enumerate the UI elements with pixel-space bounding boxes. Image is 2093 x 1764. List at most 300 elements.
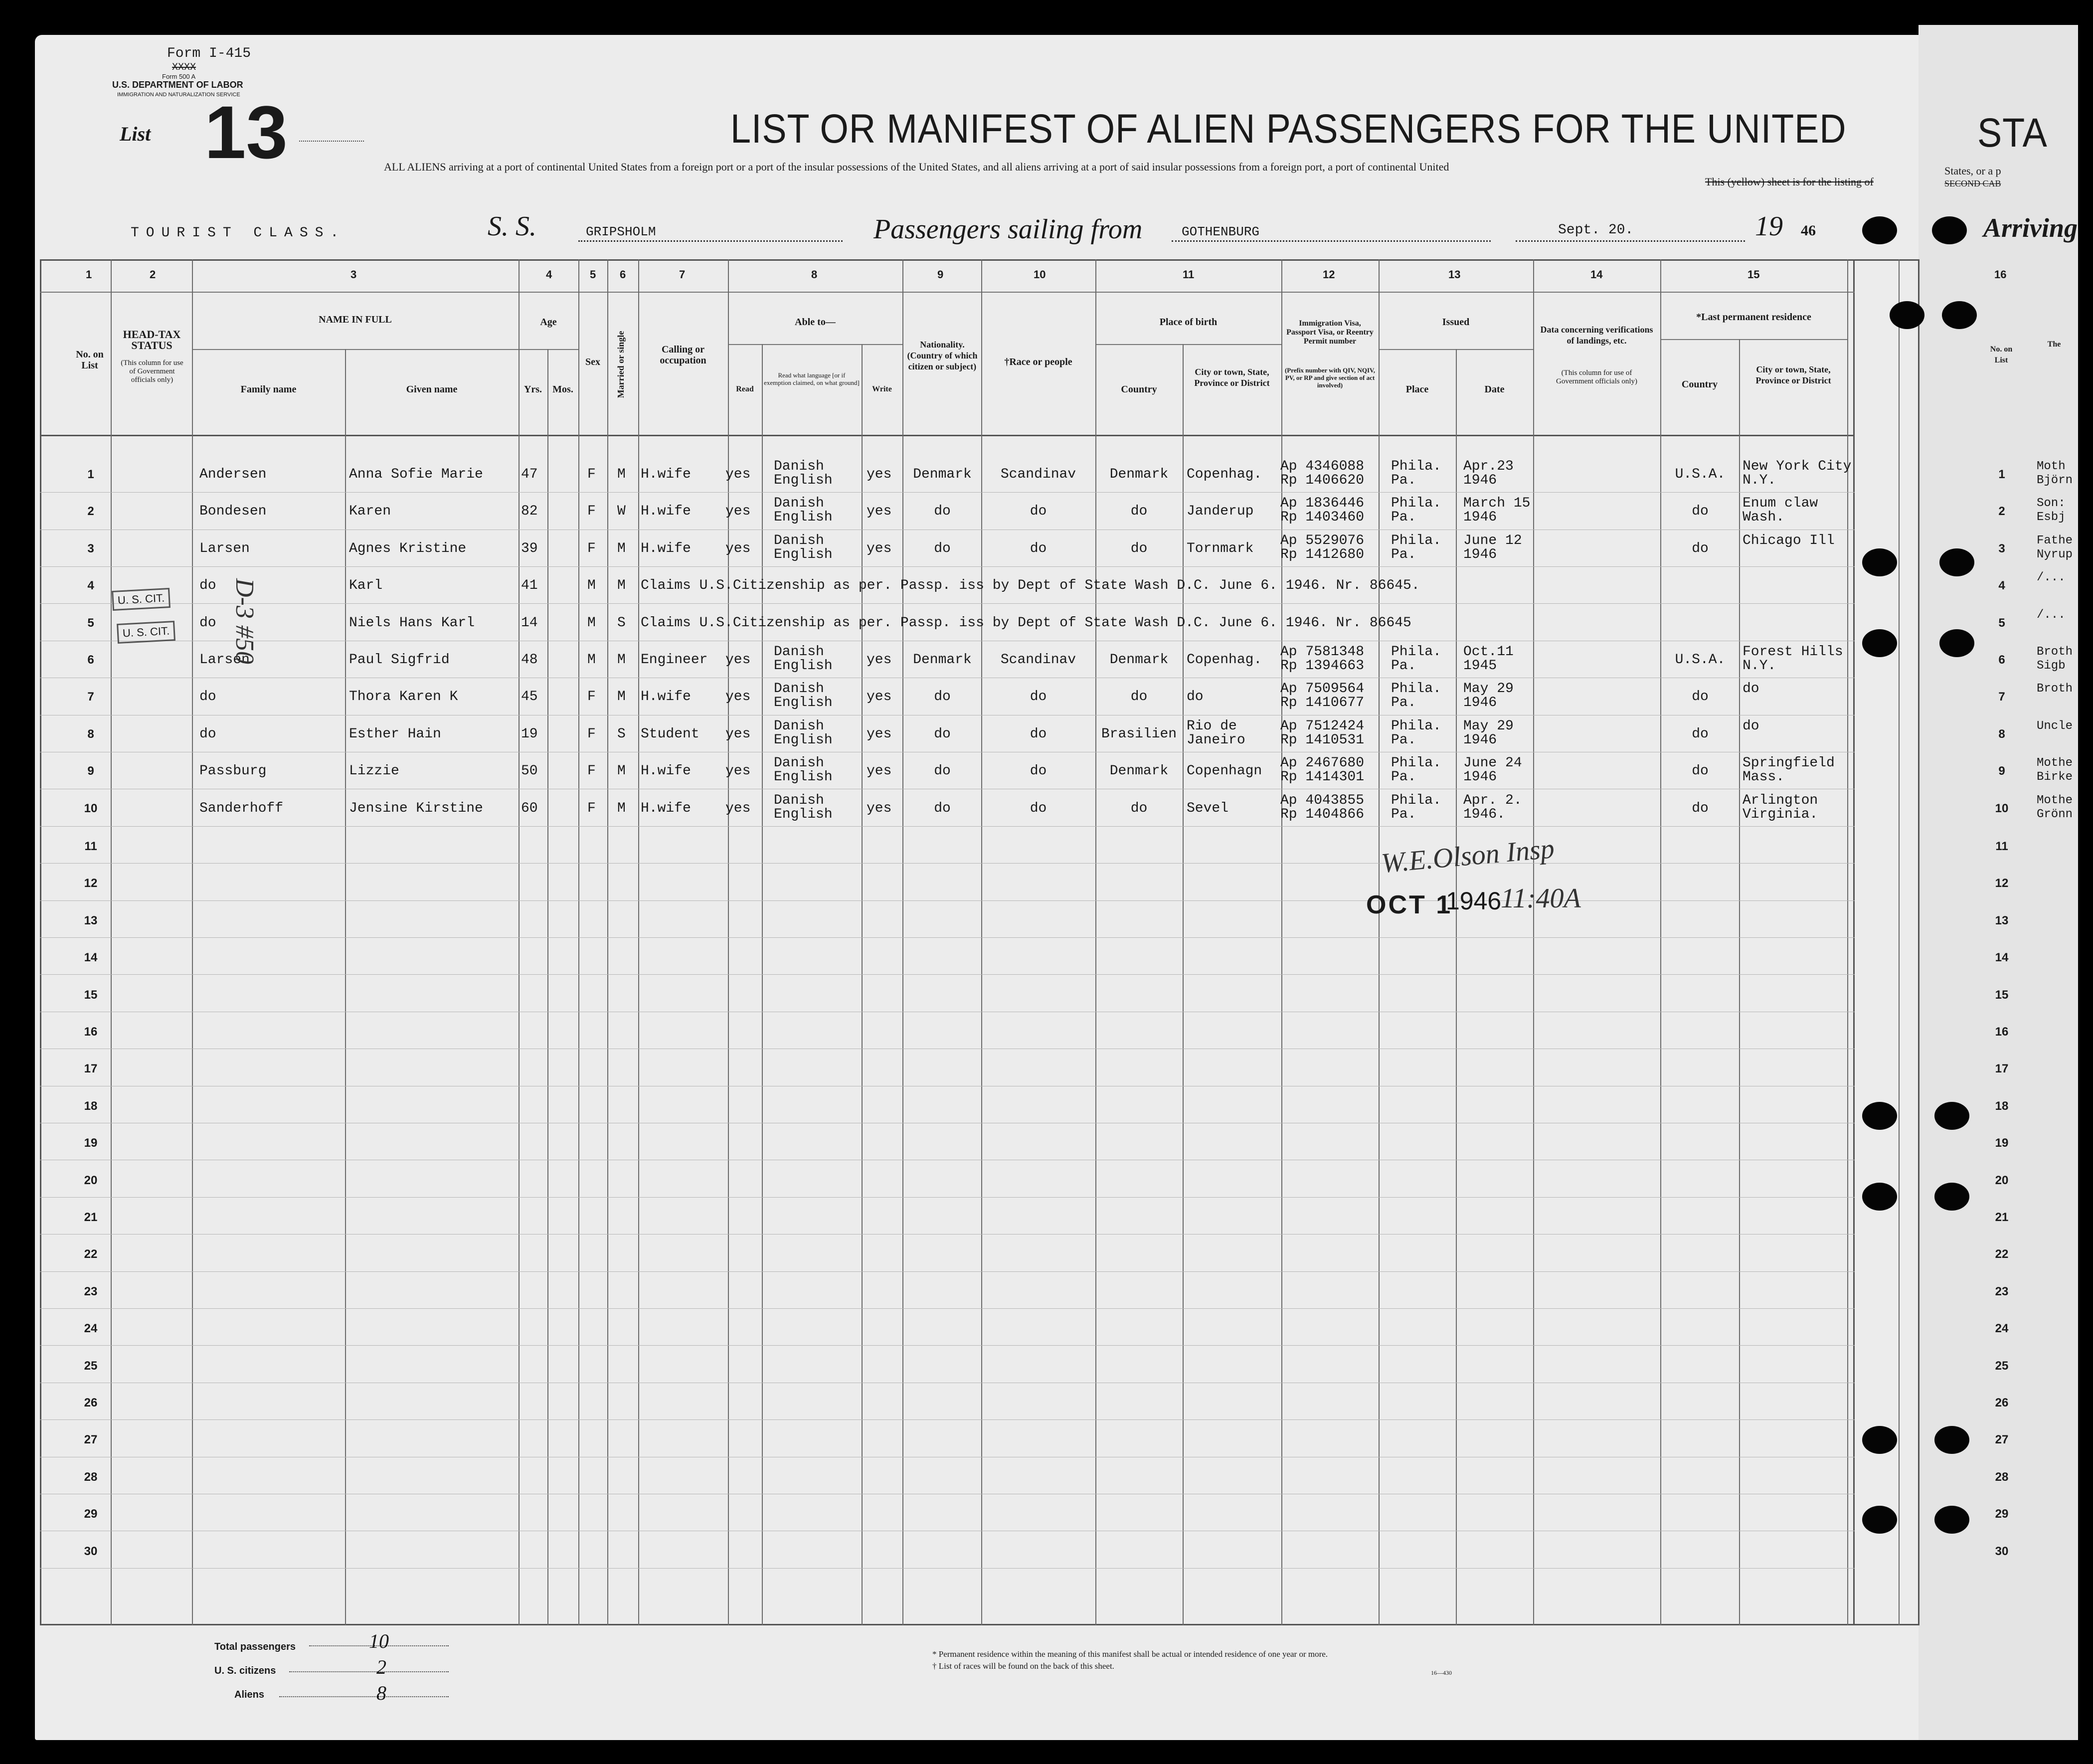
can-write: yes xyxy=(867,800,892,816)
issued-year: 1946. xyxy=(1463,806,1506,822)
class-label: TOURIST CLASS. xyxy=(131,225,346,241)
occupation: H.wife xyxy=(641,467,691,482)
hdr-age: Age xyxy=(540,317,557,328)
row-line xyxy=(40,1419,1855,1420)
hdr-head-tax: HEAD-TAX STATUS xyxy=(123,328,181,352)
given-name: Esther Hain xyxy=(349,726,441,742)
row-number: 13 xyxy=(84,913,98,927)
issued-year: 1946 xyxy=(1463,769,1497,785)
marital-status: M xyxy=(617,578,626,594)
given-name: Thora Karen K xyxy=(349,689,458,705)
issued-state: Pa. xyxy=(1391,658,1416,674)
punch-hole xyxy=(1862,1183,1897,1211)
sex: F xyxy=(587,540,596,556)
occupation: H.wife xyxy=(641,504,691,520)
birth-city: do xyxy=(1187,689,1204,705)
row-number-right: 21 xyxy=(1995,1211,2009,1224)
residence-city: Forest Hills xyxy=(1743,644,1843,660)
issued-state: Pa. xyxy=(1391,473,1416,488)
row-number-right: 24 xyxy=(1995,1322,2009,1336)
hdr-no-on-list: No. on List xyxy=(76,349,104,371)
issued-place: Phila. xyxy=(1391,792,1441,808)
colnum-4: 4 xyxy=(546,268,552,281)
colnum-2: 2 xyxy=(150,268,156,281)
colnum-14: 14 xyxy=(1590,268,1603,281)
race: do xyxy=(1030,540,1047,556)
race: Scandinav xyxy=(1000,467,1076,482)
row-number-right: 10 xyxy=(1995,801,2009,815)
hdr-race: †Race or people xyxy=(1004,356,1072,367)
birth-country: Denmark xyxy=(1109,467,1169,482)
service-name: IMMIGRATION AND NATURALIZATION SERVICE xyxy=(117,92,240,98)
residence-city: New York City xyxy=(1743,459,1852,474)
marital-status: M xyxy=(617,467,626,482)
residence-city: Enum claw xyxy=(1743,496,1818,512)
residence-state: N.Y. xyxy=(1743,658,1776,674)
can-write: yes xyxy=(867,726,892,742)
colnum-15: 15 xyxy=(1747,268,1760,281)
issued-place: Phila. xyxy=(1391,644,1441,660)
birth-country: Brasilien xyxy=(1101,726,1177,742)
can-write: yes xyxy=(867,504,892,520)
race: Scandinav xyxy=(1000,652,1076,668)
row-number-right: 7 xyxy=(1998,690,2005,704)
given-name: Karl xyxy=(349,578,383,594)
row-number-right: 2 xyxy=(1998,505,2005,519)
ship-name: GRIPSHOLM xyxy=(586,224,656,239)
row-number-right: 4 xyxy=(1998,579,2005,593)
age-years: 19 xyxy=(521,726,538,742)
issued-place: Phila. xyxy=(1391,755,1441,771)
punch-hole xyxy=(1862,1426,1897,1454)
issued-state: Pa. xyxy=(1391,769,1416,785)
citizenship-claim: Claims U.S.Citizenship as per. Passp. iss by Dept of State Wash D.C. June 6. 1946. Nr. 86645 xyxy=(641,615,1411,631)
family-name: do xyxy=(199,578,216,594)
issued-place: Phila. xyxy=(1391,718,1441,734)
row-number: 24 xyxy=(84,1322,98,1336)
residence-state: Virginia. xyxy=(1743,806,1818,822)
form-number: Form I-415 xyxy=(167,46,251,61)
row-number: 21 xyxy=(84,1211,98,1224)
row-number: 2 xyxy=(87,505,94,519)
footer-code: 16—430 xyxy=(1431,1669,1452,1676)
page-title-right: STA xyxy=(1977,110,2048,156)
hdr-visa: Immigration Visa, Passport Visa, or Reentry Permit number xyxy=(1286,319,1374,346)
birth-city: Sevel xyxy=(1187,800,1229,816)
language-1: Danish xyxy=(774,644,824,660)
issued-year: 1946 xyxy=(1463,732,1497,748)
departure-port: GOTHENBURG xyxy=(1182,224,1260,239)
row-number: 1 xyxy=(87,468,94,481)
can-write: yes xyxy=(867,689,892,705)
hdr-head-tax-note: (This column for use of Government officials only) xyxy=(121,359,183,384)
right-subtitle-2: SECOND CAB xyxy=(1944,178,2001,188)
visa-number: Ap 7509564 xyxy=(1280,681,1365,697)
can-write: yes xyxy=(867,540,892,556)
marital-status: S xyxy=(617,615,626,631)
hdr-nationality: Nationality. (Country of which citizen or subject) xyxy=(907,340,978,371)
sex: F xyxy=(587,467,596,482)
nationality: do xyxy=(934,540,951,556)
aliens-count: 8 xyxy=(376,1682,386,1704)
issued-state: Pa. xyxy=(1391,695,1416,711)
marital-status: M xyxy=(617,652,626,668)
row-number-right: 28 xyxy=(1995,1470,2009,1484)
punch-hole xyxy=(1890,301,1924,329)
reentry-number: Rp 1404866 xyxy=(1280,806,1365,822)
family-name: Larsen xyxy=(199,652,250,668)
punch-hole xyxy=(1934,1506,1969,1534)
header-bottom-rule xyxy=(40,435,1855,436)
row-number: 8 xyxy=(87,727,94,741)
arriving-label: Arriving xyxy=(1983,213,2078,243)
punch-hole xyxy=(1934,1426,1969,1454)
row-line xyxy=(40,826,1855,827)
header-rule xyxy=(40,292,1855,293)
issued-date: May 29 xyxy=(1463,681,1514,697)
row-number-right: 11 xyxy=(1995,840,2008,853)
can-read: yes xyxy=(725,540,751,556)
margin-note: D-3 #50 xyxy=(230,578,259,664)
issued-state: Pa. xyxy=(1391,732,1416,748)
page-title: LIST OR MANIFEST OF ALIEN PASSENGERS FOR THE UNITED xyxy=(730,106,1847,152)
total-passengers: 10 xyxy=(369,1630,389,1652)
row-line xyxy=(40,900,1855,901)
row-number: 17 xyxy=(84,1062,98,1076)
row-number-right: 26 xyxy=(1995,1396,2009,1410)
issued-date: Oct.11 xyxy=(1463,644,1514,660)
us-citizen-stamp-1: U. S. CIT. xyxy=(112,588,171,611)
right-subtitle: States, or a p xyxy=(1944,165,2001,177)
can-read: yes xyxy=(725,800,751,816)
row-number: 6 xyxy=(87,653,94,667)
occupation: Student xyxy=(641,726,699,742)
language-1: Danish xyxy=(774,681,824,697)
marital-status: M xyxy=(617,800,626,816)
hdr-read: Read xyxy=(736,385,754,393)
page-subtitle: ALL ALIENS arriving at a port of continental United States from a foreign port or a port of the insular possessions of the United States, and all aliens arriving at a port of said insular possessions from a foreign port, a port of continental United xyxy=(384,161,1449,173)
family-name: Andersen xyxy=(199,467,267,482)
manifest-table xyxy=(40,259,1855,1625)
row-number: 3 xyxy=(87,541,94,555)
occupation: H.wife xyxy=(641,800,691,816)
right-margin-col xyxy=(1855,259,1919,1625)
hdr-res-city: City or town, State, Province or District xyxy=(1755,364,1831,385)
hdr-issued-date: Date xyxy=(1484,384,1505,395)
row-number-right: 16 xyxy=(1995,1025,2009,1039)
residence-state: N.Y. xyxy=(1743,473,1776,488)
footnote-races: † List of races will be found on the back of this sheet. xyxy=(932,1661,1114,1671)
footnote-residence: * Permanent residence within the meaning of this manifest shall be actual or intended residence of one year or more. xyxy=(932,1649,1328,1659)
row-line xyxy=(40,1271,1855,1272)
row-number-right: 5 xyxy=(1998,616,2005,630)
relative-note-2: Grönn xyxy=(2037,807,2073,821)
list-underline xyxy=(299,141,364,142)
issued-state: Pa. xyxy=(1391,806,1416,822)
row-number-right: 25 xyxy=(1995,1359,2009,1373)
punch-hole xyxy=(1862,548,1897,576)
birth-country: do xyxy=(1130,689,1148,705)
sex: F xyxy=(587,689,596,705)
race: do xyxy=(1030,504,1047,520)
stamp-time: 11:40A xyxy=(1501,883,1581,914)
hdr-data-note: (This column for use of Government officials only) xyxy=(1556,369,1637,385)
marital-status: S xyxy=(617,726,626,742)
aliens-label: Aliens xyxy=(234,1689,265,1700)
issued-date: March 15 xyxy=(1463,496,1531,512)
visa-number: Ap 7581348 xyxy=(1280,644,1365,660)
residence-state: Mass. xyxy=(1743,769,1785,785)
relative-note: Son: xyxy=(2037,497,2066,511)
punch-hole xyxy=(1939,629,1974,657)
row-number-right: 23 xyxy=(1995,1284,2009,1298)
residence-country: do xyxy=(1692,540,1709,556)
row-number-right: 20 xyxy=(1995,1173,2009,1187)
occupation: Engineer xyxy=(641,652,708,668)
language-2: English xyxy=(774,769,833,785)
form-alt: Form 500 A xyxy=(162,73,196,80)
issued-state: Pa. xyxy=(1391,510,1416,526)
row-number-right: 6 xyxy=(1998,653,2005,667)
row-line xyxy=(40,492,1855,493)
us-citizens-count: 2 xyxy=(376,1656,386,1678)
residence-city: do xyxy=(1743,718,1759,734)
age-years: 41 xyxy=(521,578,538,594)
issued-date: June 12 xyxy=(1463,532,1522,548)
relative-note: Mothe xyxy=(2037,793,2073,807)
occupation: H.wife xyxy=(641,689,691,705)
colnum-11: 11 xyxy=(1183,268,1195,281)
issued-year: 1946 xyxy=(1463,546,1497,562)
race: do xyxy=(1030,726,1047,742)
able-subrule xyxy=(728,344,902,345)
sex: M xyxy=(587,615,596,631)
relative-note-2: Esbj xyxy=(2037,511,2066,525)
row-number: 25 xyxy=(84,1359,98,1373)
row-line xyxy=(40,1234,1855,1235)
row-line xyxy=(40,937,1855,938)
colnum-7: 7 xyxy=(679,268,686,281)
age-years: 14 xyxy=(521,615,538,631)
issued-year: 1945 xyxy=(1463,658,1497,674)
issued-place: Phila. xyxy=(1391,532,1441,548)
ss-label: S. S. xyxy=(488,211,536,242)
row-number: 4 xyxy=(87,579,94,593)
residence-city: do xyxy=(1743,681,1759,697)
total-passengers-label: Total passengers xyxy=(214,1641,296,1652)
sex: F xyxy=(587,504,596,520)
given-name: Lizzie xyxy=(349,763,399,779)
residence-state: Wash. xyxy=(1743,510,1785,526)
family-name: do xyxy=(199,689,216,705)
punch-hole xyxy=(1939,548,1974,576)
row-number-right: 18 xyxy=(1995,1099,2009,1113)
given-name: Anna Sofie Marie xyxy=(349,467,483,482)
row-number-right: 12 xyxy=(1995,877,2009,890)
punch-hole xyxy=(1862,1506,1897,1534)
punch-hole xyxy=(1932,216,1967,244)
relative-note: Fathe xyxy=(2037,533,2073,547)
nationality: Denmark xyxy=(913,652,972,668)
issued-place: Phila. xyxy=(1391,681,1441,697)
age-years: 50 xyxy=(521,763,538,779)
row-number: 26 xyxy=(84,1396,98,1410)
birth-city: Copenhagn xyxy=(1187,763,1262,779)
row-number-right: 22 xyxy=(1995,1247,2009,1261)
punch-hole xyxy=(1862,216,1897,244)
marital-status: W xyxy=(617,504,626,520)
form-struck: XXXX xyxy=(172,62,196,73)
family-name: Sanderhoff xyxy=(199,800,284,816)
residence-country: U.S.A. xyxy=(1675,652,1726,668)
birth-city: Rio de xyxy=(1187,718,1237,734)
can-read: yes xyxy=(725,689,751,705)
reentry-number: Rp 1414301 xyxy=(1280,769,1365,785)
hdr-right-the: The xyxy=(2047,340,2061,349)
colnum-9: 9 xyxy=(937,268,944,281)
birth-city-2: Janeiro xyxy=(1187,732,1245,748)
issued-year: 1946 xyxy=(1463,473,1497,488)
language-2: English xyxy=(774,695,833,711)
row-line xyxy=(40,974,1855,975)
language-2: English xyxy=(774,732,833,748)
hdr-family-name: Family name xyxy=(240,384,297,395)
citizenship-claim: Claims U.S.Citizenship as per. Passp. iss by Dept of State Wash D.C. June 6. 1946. Nr. 86645. xyxy=(641,578,1420,594)
birth-city: Tornmark xyxy=(1187,540,1254,556)
colnum-10: 10 xyxy=(1034,268,1046,281)
reentry-number: Rp 1410531 xyxy=(1280,732,1365,748)
year-prefix: 19 xyxy=(1755,211,1783,242)
nationality: do xyxy=(934,726,951,742)
hdr-no-on-list-right: No. on List xyxy=(1990,345,2013,364)
residence-country: do xyxy=(1692,763,1709,779)
residence-country: U.S.A. xyxy=(1675,467,1726,482)
language-2: English xyxy=(774,806,833,822)
row-number-right: 8 xyxy=(1998,727,2005,741)
age-years: 48 xyxy=(521,652,538,668)
hdr-write: Write xyxy=(872,385,892,393)
colnum-8: 8 xyxy=(811,268,818,281)
visa-number: Ap 2467680 xyxy=(1280,755,1365,771)
colnum-13: 13 xyxy=(1448,268,1461,281)
can-write: yes xyxy=(867,763,892,779)
language-2: English xyxy=(774,546,833,562)
sex: F xyxy=(587,763,596,779)
relative-note-2: Nyrup xyxy=(2037,547,2073,561)
age-years: 47 xyxy=(521,467,538,482)
issued-date: Apr.23 xyxy=(1463,459,1514,474)
row-line xyxy=(40,1308,1855,1309)
age-years: 60 xyxy=(521,800,538,816)
hdr-birth-country: Country xyxy=(1121,384,1157,395)
language-1: Danish xyxy=(774,532,824,548)
relative-note: Uncle xyxy=(2037,719,2073,733)
residence-country: do xyxy=(1692,504,1709,520)
row-number: 20 xyxy=(84,1173,98,1187)
stamp-year: 1946 xyxy=(1446,887,1502,915)
birth-country: do xyxy=(1130,800,1148,816)
family-name: do xyxy=(199,726,216,742)
row-number: 29 xyxy=(84,1507,98,1521)
birth-country: Denmark xyxy=(1109,763,1169,779)
language-1: Danish xyxy=(774,792,824,808)
colnum-12: 12 xyxy=(1323,268,1335,281)
family-name: do xyxy=(199,615,216,631)
occupation: H.wife xyxy=(641,540,691,556)
hdr-visa-note: (Prefix number with QIV, NQIV, PV, or RP and give section of act involved) xyxy=(1284,366,1376,389)
row-number: 10 xyxy=(84,801,98,815)
residence-country: do xyxy=(1692,726,1709,742)
hdr-place-birth: Place of birth xyxy=(1159,317,1218,328)
language-1: Danish xyxy=(774,755,824,771)
reentry-number: Rp 1394663 xyxy=(1280,658,1365,674)
race: do xyxy=(1030,689,1047,705)
row-number: 12 xyxy=(84,877,98,890)
punch-hole xyxy=(1942,301,1977,329)
punch-hole xyxy=(1934,1183,1969,1211)
given-name: Jensine Kirstine xyxy=(349,800,483,816)
row-line xyxy=(40,529,1855,530)
language-1: Danish xyxy=(774,459,824,474)
name-subrule xyxy=(192,349,519,350)
hdr-yrs: Yrs. xyxy=(523,384,542,395)
row-number-right: 29 xyxy=(1995,1507,2009,1521)
row-number: 19 xyxy=(84,1136,98,1150)
language-2: English xyxy=(774,658,833,674)
residence-city: Arlington xyxy=(1743,792,1818,808)
nationality: do xyxy=(934,504,951,520)
family-name: Larsen xyxy=(199,540,250,556)
marital-status: M xyxy=(617,763,626,779)
punch-hole xyxy=(1862,1102,1897,1130)
row-number: 18 xyxy=(84,1099,98,1113)
reentry-number: Rp 1412680 xyxy=(1280,546,1365,562)
occupation: H.wife xyxy=(641,763,691,779)
row-number: 9 xyxy=(87,764,94,778)
relative-note: Broth xyxy=(2037,645,2073,659)
marital-status: M xyxy=(617,689,626,705)
dept-name: U.S. DEPARTMENT OF LABOR xyxy=(112,80,243,90)
can-read: yes xyxy=(725,726,751,742)
birth-city: Janderup xyxy=(1187,504,1254,520)
hdr-birth-city: City or town, State, Province or District xyxy=(1194,367,1270,388)
language-2: English xyxy=(774,510,833,526)
residence-city: Chicago Ill xyxy=(1743,532,1835,548)
nationality: do xyxy=(934,763,951,779)
reentry-number: Rp 1406620 xyxy=(1280,473,1365,488)
sex: M xyxy=(587,578,596,594)
relative-note: Moth xyxy=(2037,460,2066,473)
race: do xyxy=(1030,763,1047,779)
row-number: 27 xyxy=(84,1433,98,1447)
row-number-right: 30 xyxy=(1995,1544,2009,1558)
page-subtitle-2: This (yellow) sheet is for the listing of xyxy=(1705,176,1874,188)
issued-date: May 29 xyxy=(1463,718,1514,734)
residence-country: do xyxy=(1692,689,1709,705)
given-name: Niels Hans Karl xyxy=(349,615,475,631)
visa-number: Ap 7512424 xyxy=(1280,718,1365,734)
list-number: 13 xyxy=(204,90,288,174)
issued-date: Apr. 2. xyxy=(1463,792,1522,808)
row-number: 16 xyxy=(84,1025,98,1039)
hdr-sex: Sex xyxy=(585,356,600,367)
row-number: 7 xyxy=(87,690,94,704)
row-line xyxy=(40,566,1855,567)
language-2: English xyxy=(774,473,833,488)
row-number: 30 xyxy=(84,1544,98,1558)
row-number-right: 9 xyxy=(1998,764,2005,778)
can-read: yes xyxy=(725,652,751,668)
